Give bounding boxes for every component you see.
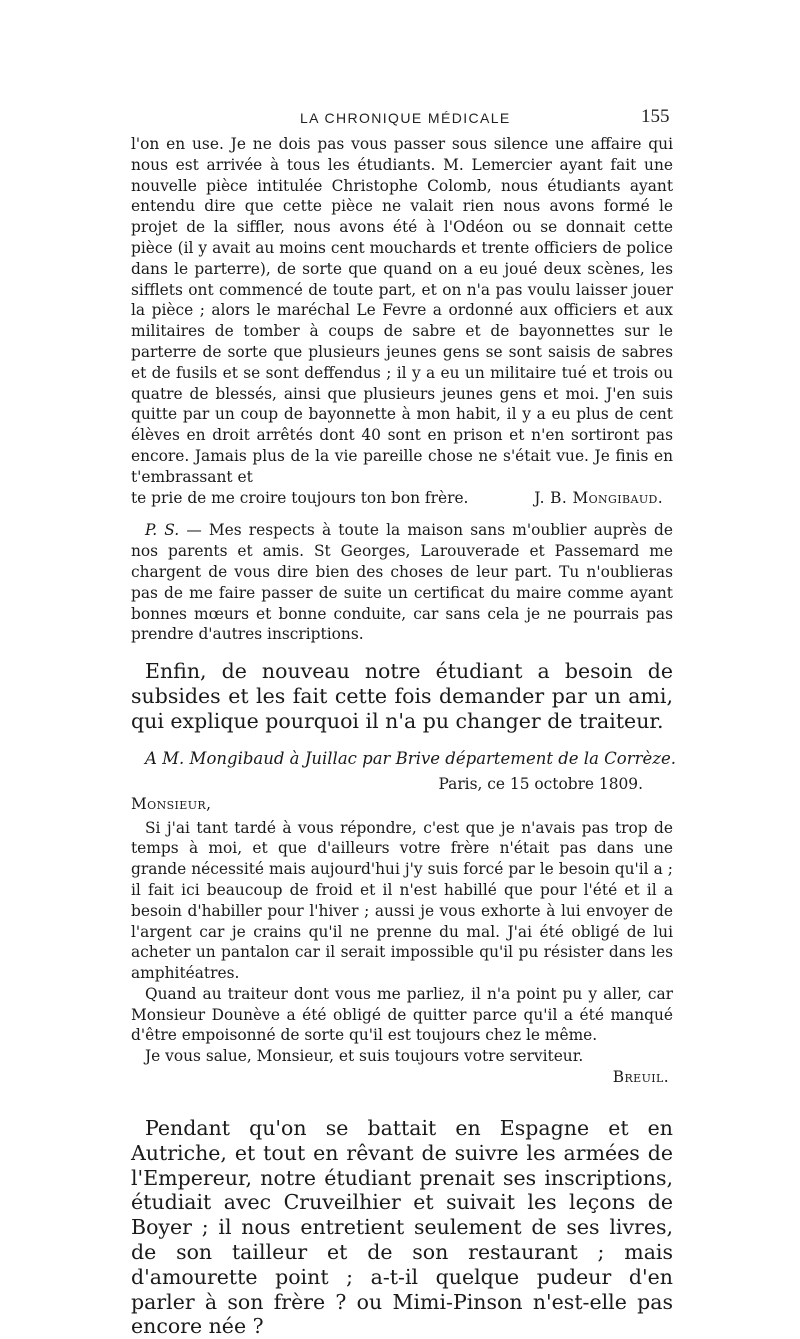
letter2-signature: Breuil. (612, 1068, 669, 1087)
letter2-salutation: Monsieur, (131, 794, 212, 813)
letter1-body: l'on en use. Je ne dois pas vous passer sous silence une affaire qui nous est arrivée à tous les étudiants. M. Lemercier ayant fait une nouvelle pièce intitulée Christophe Colomb, nous étudiants ayant entendu dire que cette pièce ne valait rien nous avons formé le projet de la siffler, nous avons été à l'Odéon ou se donnait cette pièce (il y avait au moins cent mouchards et trente officiers de police dans le parterre), de sorte que quand on a eu joué deux scènes, les sifflets ont commencé de toute part, et on n'a pas voulu laisser jouer la pièce ; alors le maréchal Le Fevre a ordonné aux officiers et aux militaires de tomber à coups de sabre et de bayonnettes sur le parterre de sorte que plusieurs jeunes gens se sont saisis de sabres et de fusils et se sont deffendus ; il y a eu un militaire tué et trois ou quatre de blessés, ainsi que plusieurs jeunes gens et moi. J'en suis quitte par un coup de bayonnette à mon habit, il y a eu plus de cent élèves en droit arrêtés dont 40 sont en prison et n'en sortiront pas encore. Jamais plus de la vie pareille chose ne s'était vue. Je finis en t'embrassant et (131, 135, 673, 486)
page-number: 155 (641, 106, 670, 127)
letter2-paragraph-2: Quand au traiteur dont vous me parliez, il n'a point pu y aller, car Monsieur Dounève a été obligé de quitter parce qu'il a été manqué d'être empoisonné de sorte qu'il est toujours chez le même. (131, 984, 673, 1045)
commentary-2: Pendant qu'on se battait en Espagne et en Autriche, et tout en rêvant de suivre les armées de l'Empereur, notre étudiant prenait ses inscriptions, étudiait avec Cruveilhier et suivait les leçons de Boyer ; il nous entretient seulement de ses livres, de son tailleur et de son restaurant ; mais d'amourette point ; a-t-il quelque pudeur d'en parler à son frère ? ou Mimi-Pinson n'est-elle pas encore née ? (131, 1116, 673, 1339)
postscript-label: P. S. (145, 521, 180, 540)
text-column (131, 134, 676, 1339)
letter1-signature: J. B. Mongibaud. (534, 488, 663, 507)
postscript (131, 520, 673, 645)
journal-title: LA CHRONIQUE MÉDICALE (300, 110, 511, 126)
letter2-paragraph-3: Je vous salue, Monsieur, et suis toujours votre serviteur. (145, 1047, 584, 1066)
letter2-paragraph-1: Si j'ai tant tardé à vous répondre, c'est que je n'avais pas trop de temps à moi, et que d'ailleurs votre frère n'était pas dans une grande nécessité mais aujourd'hui j'y suis forcé par le besoin qu'il a ; il fait ici beaucoup de froid et il n'est habillé que pour l'été et il a besoin d'habiller pour l'hiver ; aussi je vous exhorte à lui envoyer de l'argent car je crains qu'il ne prenne du mal. J'ai été obligé de lui acheter un pantalon car il serait impossible qu'il pu résister dans les amphitéatres. (131, 818, 673, 983)
letter1-last-line: te prie de me croire toujours ton bon frère. (131, 488, 469, 507)
commentary-1: Enfin, de nouveau notre étudiant a besoin de subsides et les fait cette fois demander par un ami, qui explique pourquoi il n'a pu changer de traiteur. (131, 659, 673, 733)
running-header (0, 106, 800, 136)
letter1-closing-line (131, 488, 673, 509)
letter2-address: A M. Mongibaud à Juillac par Brive département de la Corrèze. (145, 748, 676, 768)
postscript-text: — Mes respects à toute la maison sans m'oublier auprès de nos parents et amis. St Georges, Larouverade et Passemard me chargent de vous dire bien des choses de leur part. Tu n'oublieras pas de me faire passer de suite un certificat du maire comme ayant bonnes mœurs et bonne conduite, car sans cela je ne pourrais pas prendre d'autres inscriptions. (131, 521, 673, 644)
letter2-dateline: Paris, ce 15 octobre 1809. (438, 774, 643, 793)
